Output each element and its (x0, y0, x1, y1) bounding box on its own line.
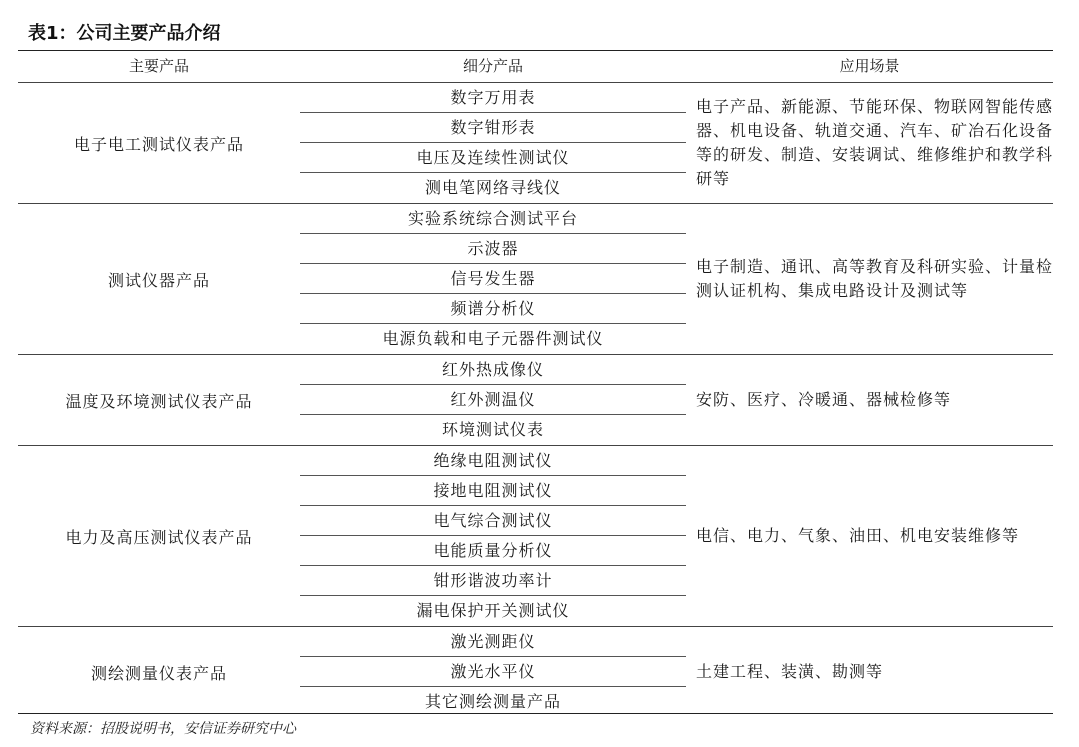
application-scene-cell (696, 446, 1053, 626)
sub-product-cell: 电气综合测试仪 (300, 506, 686, 536)
sub-product-cell: 频谱分析仪 (300, 294, 686, 324)
sub-product-list (300, 204, 686, 354)
table-header-row (18, 51, 1053, 83)
application-scene-text: 土建工程、装潢、勘测等 (696, 662, 884, 681)
sub-product-cell: 激光水平仪 (300, 657, 686, 687)
sub-product-cell: 电源负载和电子元器件测试仪 (382, 329, 604, 348)
main-product-cell: 测试仪器产品 (107, 270, 210, 290)
application-scene-cell (696, 204, 1053, 354)
sub-product-cell: 测电笔网络寻线仪 (424, 178, 561, 197)
header-application-scene: 应用场景 (839, 57, 900, 75)
sub-product-cell: 电能质量分析仪 (300, 536, 686, 566)
sub-product-cell: 数字钳形表 (300, 113, 686, 143)
application-scene-text: 电子产品、新能源、节能环保、物联网智能传感器、机电设备、轨道交通、汽车、矿冶石化设备等的研发、制造、安装调试、维修维护和教学科研等 (696, 97, 1053, 188)
sub-product-cell: 红外热成像仪 (300, 355, 686, 385)
sub-product-cell: 红外测温仪 (300, 385, 686, 415)
table-row-group (18, 446, 1053, 627)
source-note: 资料来源：招股说明书，安信证券研究中心 (30, 721, 296, 737)
sub-product-cell: 接地电阻测试仪 (300, 476, 686, 506)
sub-product-cell: 环境测试仪表 (441, 420, 544, 439)
application-scene-text: 安防、医疗、冷暖通、器械检修等 (696, 390, 952, 409)
header-main-product: 主要产品 (128, 57, 189, 75)
application-scene-cell (696, 627, 1053, 717)
table-title: 表1：公司主要产品介绍 (28, 23, 221, 44)
application-scene-cell (696, 83, 1053, 203)
table-row-group (18, 83, 1053, 204)
sub-product-list (300, 627, 686, 717)
application-scene-text: 电信、电力、气象、油田、机电安装维修等 (696, 526, 1020, 545)
sub-product-cell: 其它测绘测量产品 (424, 692, 561, 711)
table-row-group (18, 355, 1053, 446)
sub-product-list (300, 83, 686, 203)
sub-product-cell: 绝缘电阻测试仪 (300, 446, 686, 476)
sub-product-list (300, 355, 686, 445)
sub-product-cell: 数字万用表 (300, 83, 686, 113)
sub-product-cell: 钳形谐波功率计 (300, 566, 686, 596)
sub-product-cell: 激光测距仪 (300, 627, 686, 657)
table-row-group (18, 204, 1053, 355)
application-scene-text: 电子制造、通讯、高等教育及科研实验、计量检测认证机构、集成电路设计及测试等 (696, 257, 1053, 300)
main-product-cell: 电力及高压测试仪表产品 (65, 527, 253, 547)
main-product-cell: 测绘测量仪表产品 (90, 663, 227, 683)
table-row-group (18, 627, 1053, 717)
header-sub-product: 细分产品 (462, 57, 523, 75)
sub-product-cell: 电压及连续性测试仪 (300, 143, 686, 173)
sub-product-list (300, 446, 686, 626)
sub-product-cell: 示波器 (300, 234, 686, 264)
main-product-cell: 温度及环境测试仪表产品 (65, 391, 253, 411)
application-scene-cell (696, 355, 1053, 445)
sub-product-cell: 漏电保护开关测试仪 (416, 601, 570, 620)
main-product-cell: 电子电工测试仪表产品 (73, 134, 244, 154)
sub-product-cell: 实验系统综合测试平台 (300, 204, 686, 234)
sub-product-cell: 信号发生器 (300, 264, 686, 294)
product-table (18, 50, 1053, 714)
